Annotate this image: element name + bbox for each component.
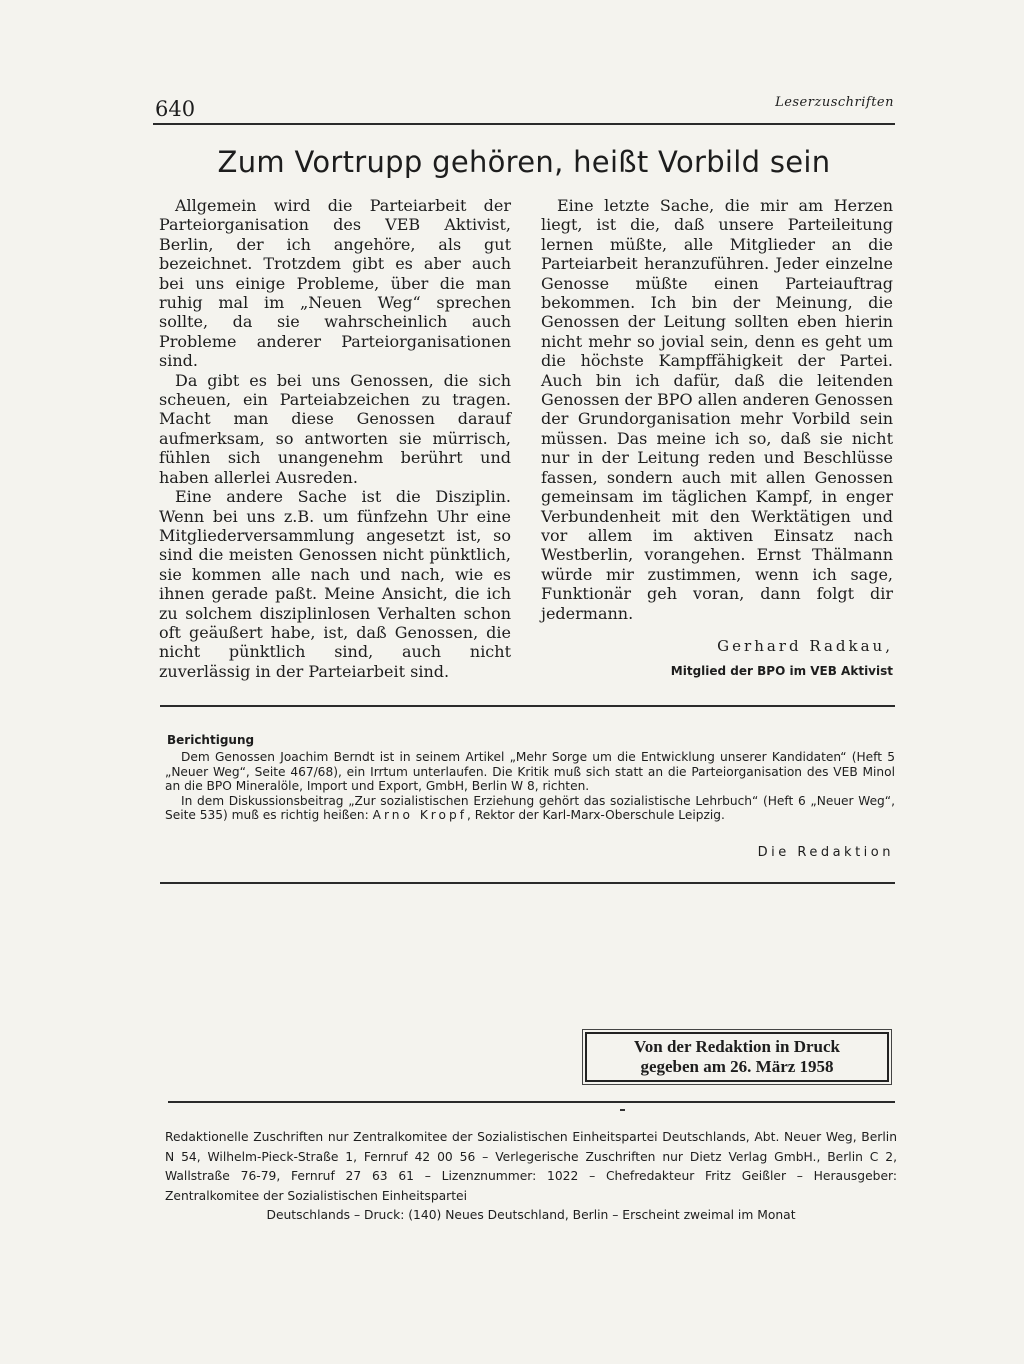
author-role: Mitglied der BPO im VEB Aktivist [670,664,893,679]
article-end-rule [160,705,895,707]
article-paragraph: Eine letzte Sache, die mir am Herzen liegt, ist die, daß unsere Parteileitung lernen müßte, alle Mitglieder an die Parteiarbeit heranzuführen. Jeder einzelne Genosse müßte einen Parteiauftrag bekommen. Ich bin der Meinung, die Genossen der Leitung sollten eben hierin nicht mehr so jovial sein, denn es geht um die höchste Kampffähigkeit der Partei. Auch bin ich dafür, daß die leitenden Genossen der BPO allen anderen Genossen der Grundorganisation mehr Vorbild sein müssen. Das meine ich so, daß sie nicht nur in der Leitung reden und Beschlüsse fassen, sondern auch mit allen Genossen gemeinsam im täglichen Kampf, in enger Verbundenheit mit den Werktätigen und vor allem im aktiven Einsatz nach Westberlin, vorangehen. Ernst Thälmann würde mir zustimmen, wenn ich sage, Funktionär geh voran, dann folgt dir jedermann. [541,196,893,623]
article-paragraph: Da gibt es bei uns Genossen, die sich scheuen, ein Parteiabzeichen zu tragen. Macht man diese Genossen darauf aufmerksam, so antworten sie mürrisch, fühlen sich unangenehm berührt und haben allerlei Ausreden. [159,370,511,487]
correction-signature: Die Redaktion [757,845,894,860]
correction-end-rule [160,882,895,884]
imprint [165,1128,897,1226]
corrected-name: Arno Kropf [372,808,468,823]
print-date-line: Von der Redaktion in Druck [634,1037,840,1056]
article-paragraph: Eine andere Sache ist die Disziplin. Wenn bei uns z.B. um fünfzehn Uhr eine Mitgliederversammlung angesetzt ist, so sind die meisten Genossen nicht pünktlich, sie kommen alle nach und nach, wie es ihnen gerade paßt. Meine Ansicht, die ich zu solchem disziplinlosen Verhalten schon oft geäußert habe, ist, daß Genossen, die nicht pünktlich sind, auch nicht zuverlässig in der Parteiarbeit sind. [159,487,511,681]
imprint-last-line: Deutschlands – Druck: (140) Neues Deutschland, Berlin – Erscheint zweimal im Monat [266,1208,796,1222]
article-paragraph: Allgemein wird die Parteiarbeit der Parteiorganisation des VEB Aktivist, Berlin, der ich angehöre, als gut bezeichnet. Trotzdem gibt es aber auch bei uns einige Probleme, über die man ruhig mal im „Neuen Weg“ sprechen sollte, da sie wahrscheinlich auch Probleme anderer Parteiorganisationen sind. [159,196,511,371]
article-right-column [541,196,893,682]
print-mark [620,1109,625,1111]
correction-text: , Rektor der Karl-Marx-Oberschule Leipzig. [467,808,725,823]
correction-heading: Berichtigung [167,733,255,747]
article-left-column [159,196,511,681]
article-title: Zum Vortrupp gehören, heißt Vorbild sein [217,145,831,179]
header-rule [153,123,895,125]
imprint-text: Redaktionelle Zuschriften nur Zentralkomitee der Sozialistischen Einheitspartei Deutschlands, Abt. Neuer Weg, Berlin N 54, Wilhelm-Pieck-Straße 1, Fernruf 42 00 56 – Verlegerische Zuschriften nur Dietz Verlag GmbH., Berlin C 2, Wallstraße 76-79, Fernruf 27 63 61 – Lizenznummer: 1022 – Chefredakteur Fritz Geißler – Herausgeber: Zentralkomitee der Sozialistischen Einheitspartei [165,1130,897,1203]
correction-body [165,750,895,823]
correction-paragraph [165,794,895,823]
correction-paragraph: Dem Genossen Joachim Berndt ist in seinem Artikel „Mehr Sorge um die Entwicklung unserer Kandidaten“ (Heft 5 „Neuer Weg“, Seite 467/68), ein Irrtum unterlaufen. Die Kritik muß sich statt an die Parteiorganisation des VEB Minol an die BPO Mineralöle, Import und Export, GmbH, Berlin W 8, richten. [165,750,895,794]
print-date-line: gegeben am 26. März 1958 [640,1057,834,1076]
print-date-box [585,1032,889,1082]
page-number: 640 [155,97,196,121]
imprint-rule [168,1101,895,1103]
author-name: Gerhard Radkau, [717,636,893,655]
correction-text: In dem Diskussionsbeitrag „Zur sozialistischen Erziehung gehört das sozialistische Lehrbuch“ (Heft 6 „Neuer Weg“, Seite 535) muß es richtig heißen: [165,793,895,823]
section-label: Leserzuschriften [775,95,894,110]
